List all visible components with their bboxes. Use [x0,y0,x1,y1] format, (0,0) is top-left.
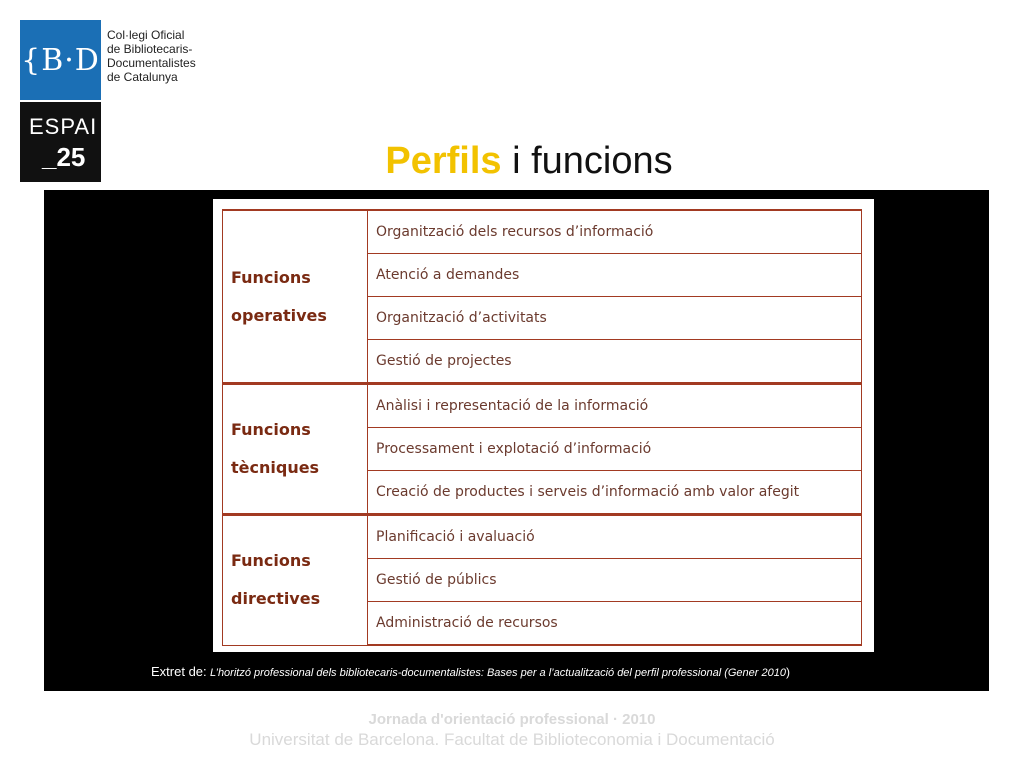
table-row [223,210,862,254]
table-row [223,384,862,428]
group-cell-directives [223,515,368,646]
org-line: de Catalunya [107,70,178,84]
organization-name [107,28,247,84]
function-item: Organització dels recursos d’informació [368,210,862,254]
bd-logo [20,20,101,100]
group-cell-tecniques [223,384,368,515]
footer-event: Jornada d'orientació professional · 2010 [368,711,656,728]
function-item: Gestió de públics [368,559,862,602]
title-highlight: Perfils [385,140,502,182]
group-label-line2: directives [231,589,321,609]
function-item: Anàlisi i representació de la informació [368,384,862,428]
group-cell-operatives [223,210,368,384]
function-item: Organització d’activitats [368,297,862,340]
title-rest: i funcions [512,140,673,182]
group-label-line2: operatives [231,305,327,325]
espai-number: _25 [42,142,86,172]
function-item: Gestió de projectes [368,340,862,384]
org-line: de Bibliotecaris- [107,42,193,56]
table-row [223,515,862,559]
org-line: Documentalistes [107,56,196,70]
function-item: Processament i explotació d’informació [368,428,862,471]
function-item: Administració de recursos [368,602,862,646]
function-item: Planificació i avaluació [368,515,862,559]
group-label-line1: Funcions [231,420,311,439]
espai-label: ESPAI [29,114,98,139]
group-label-line1: Funcions [231,551,311,571]
caption-close: ) [785,665,790,679]
org-line: Col·legi Oficial [107,28,185,42]
caption-lead: Extret de: [151,664,207,679]
functions-table [222,209,862,646]
page-title [0,140,1024,183]
group-label-line2: tècniques [231,458,320,477]
footer-institution: Universitat de Barcelona. Facultat de Biblioteconomia i Documentació [249,730,775,749]
function-item: Atenció a demandes [368,254,862,297]
group-label-line1: Funcions [231,267,311,287]
bd-logo-mark: {B·D [21,42,100,78]
caption-source: L’horitzó professional dels bibliotecaris-documentalistes: Bases per a l’actualització del perfil professional (Gener 2010 [209,667,786,679]
source-caption [151,664,951,679]
function-item: Creació de productes i serveis d’informació amb valor afegit [368,471,862,515]
